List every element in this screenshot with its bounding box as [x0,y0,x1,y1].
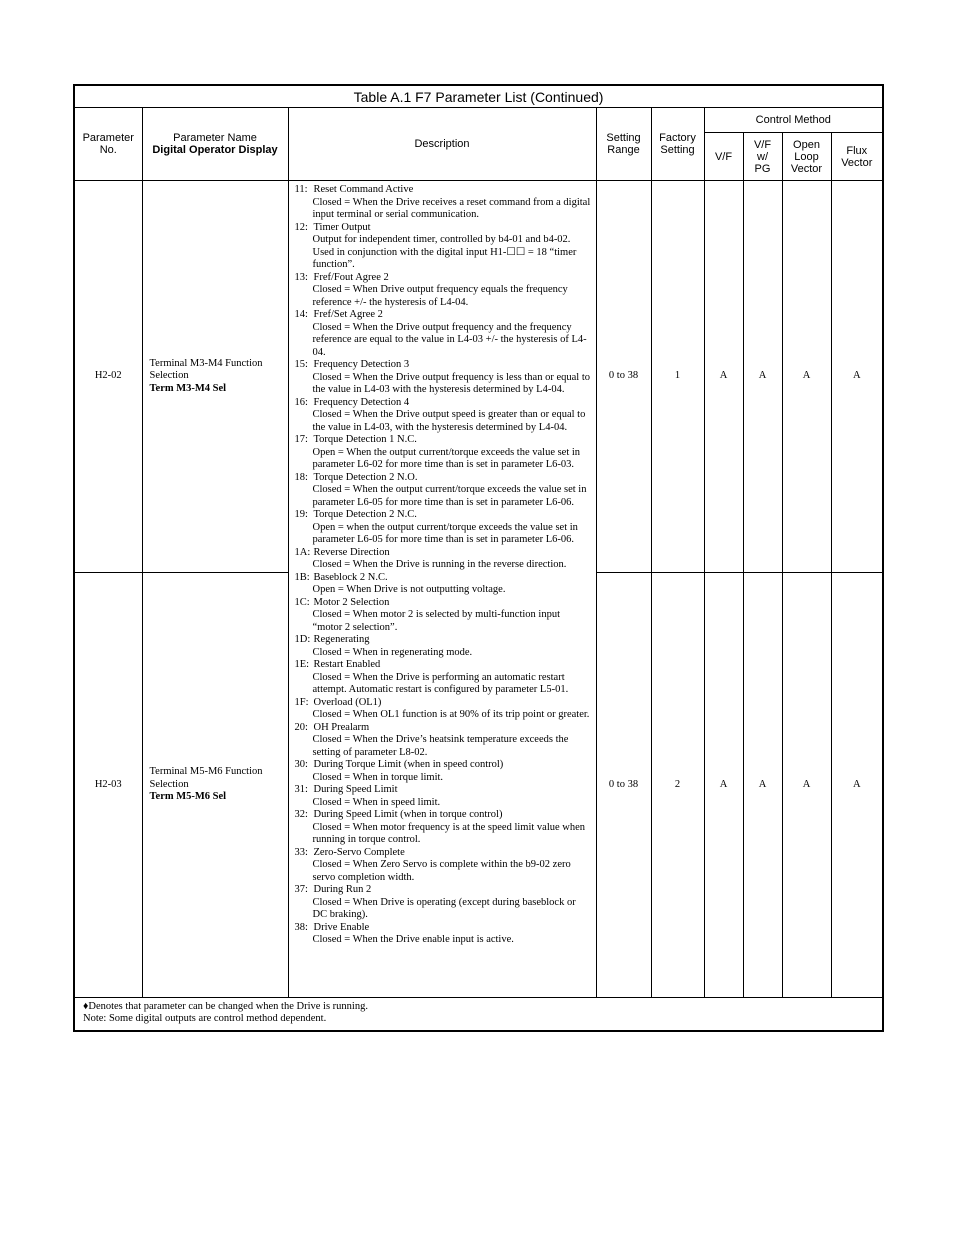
header-setting-range [596,108,651,181]
header-param-name-label: Parameter Name [173,132,257,144]
function-code: 1C: [294,596,310,608]
function-code: 19: [294,509,308,520]
function-description: Closed = When Drive is operating (except during baseblock or DC braking). [312,896,576,920]
vf-pg-cell: A [743,181,782,573]
function-label: During Speed Limit (when in torque control) [313,809,503,820]
header-factory-setting [651,108,704,181]
function-description: Open = When Drive is not outputting voltage. [312,584,506,595]
function-description: Open = When the output current/torque exceeds the value set in parameter L6-02 for more time than is set in parameter L6-03. [312,446,581,470]
function-code: 1B: [294,571,310,583]
description-item [295,509,592,547]
function-description: Closed = When in speed limit. [312,796,441,808]
function-label: OH Prealarm [313,721,370,733]
function-label: Zero-Servo Complete [313,846,405,858]
function-code: 37: [294,884,308,895]
function-description: Closed = When the Drive enable input is active. [312,934,514,945]
description-item [295,359,592,397]
function-description: Closed = When motor frequency is at the speed limit value when running in torque control. [312,821,586,845]
vf-pg-cell: A [743,573,782,998]
header-flux-vector [831,133,883,181]
function-label: Frequency Detection 3 [313,359,410,370]
function-description: Closed = When Zero Servo is complete within the b9-02 zero servo completion width. [312,859,571,883]
parameter-table [73,84,884,1032]
table-footnotes [74,998,883,1032]
function-label: During Torque Limit (when in speed control) [313,759,504,770]
function-code: 20: [294,721,308,733]
open-loop-cell: A [782,181,831,573]
function-label: Motor 2 Selection [313,596,390,608]
function-code: 12: [294,221,308,233]
header-open-loop-vector [782,133,831,181]
function-label: Drive Enable [313,921,370,933]
vf-cell: A [704,573,743,998]
footnote-control-method: Note: Some digital outputs are control method dependent. [83,1013,327,1024]
param-display: Term M5-M6 Sel [149,791,227,803]
description-item [295,572,592,597]
function-code: 1A: [294,546,311,558]
description-item [295,884,592,922]
description-item [295,847,592,885]
function-code: 30: [294,759,308,770]
setting-range-cell: 0 to 38 [596,181,651,573]
param-name: Terminal M3-M4 Function Selection [149,357,263,382]
function-description: Closed = When OL1 function is at 90% of its trip point or greater. [312,709,590,720]
header-description: Description [288,108,596,181]
function-label: During Run 2 [313,884,372,895]
function-label: Restart Enabled [313,659,381,670]
function-code: 17: [294,434,308,445]
function-label: Regenerating [313,634,370,645]
function-code: 14: [294,309,308,320]
header-control-method: Control Method [704,108,883,133]
function-description: Closed = When the Drive output speed is greater than or equal to the value in L4-03, with the hysteresis determined by L4-04. [312,409,586,433]
factory-setting-cell: 2 [651,573,704,998]
vf-cell: A [704,181,743,573]
function-code: 1D: [294,634,311,645]
header-flux-text: Flux Vector [841,144,873,169]
description-item [295,222,592,272]
flux-cell: A [831,573,883,998]
description-item [295,659,592,697]
description-item [295,809,592,847]
function-description: Closed = When motor 2 is selected by multi-function input “motor 2 selection”. [312,609,560,633]
description-item [295,309,592,359]
function-label: Frequency Detection 4 [313,396,410,408]
function-description: Closed = When the Drive is running in the reverse direction. [312,559,567,570]
function-description: Closed = When the Drive’s heatsink temperature exceeds the setting of parameter L8-02. [312,734,569,758]
function-description: Closed = When the Drive output frequency is less than or equal to the value in L4-03 with the hysteresis determined by L4-04. [312,371,590,395]
function-code: 32: [294,809,308,820]
factory-setting-cell: 1 [651,181,704,573]
description-item [295,472,592,510]
setting-range-cell: 0 to 38 [596,573,651,998]
function-label: Reverse Direction [313,546,390,558]
function-description: Closed = When Drive output frequency equals the frequency reference +/- the hysteresis of L4-04. [312,284,568,308]
function-label: Fref/Fout Agree 2 [313,271,389,283]
header-param-no: Parameter No. [74,108,142,181]
description-item [295,697,592,722]
function-code: 1F: [294,696,309,708]
header-open-loop-text: Open Loop Vector [790,138,823,175]
function-code: 33: [294,846,308,858]
description-cell [288,181,596,998]
param-name-cell [142,181,288,573]
header-vf-pg [743,133,782,181]
function-code: 16: [294,396,308,408]
param-display: Term M3-M4 Sel [149,382,227,394]
function-description: Closed = When in torque limit. [312,771,444,783]
open-loop-cell: A [782,573,831,998]
function-description: Closed = When the Drive is performing an automatic restart attempt. Automatic restart is configured by parameter L5-01. [312,671,569,695]
function-label: Reset Command Active [313,184,414,195]
description-item [295,722,592,760]
function-description: Open = when the output current/torque exceeds the value set in parameter L6-05 for more time than is set in parameter L6-06. [312,521,578,545]
function-label: Fref/Set Agree 2 [313,309,383,320]
function-description: Closed = When the output current/torque exceeds the value set in parameter L6-05 for more time than is set in parameter L6-06. [312,484,587,508]
header-vf-pg-text: V/F w/ PG [753,138,772,175]
function-label: Overload (OL1) [313,696,382,708]
function-label: Torque Detection 2 N.C. [313,509,417,520]
table-title: Table A.1 F7 Parameter List (Continued) [74,85,883,108]
description-item [295,184,592,222]
header-vf: V/F [704,133,743,181]
function-label: Torque Detection 2 N.O. [313,471,418,483]
description-item [295,597,592,635]
param-name: Terminal M5-M6 Function Selection [149,766,263,790]
function-label: Timer Output [313,221,371,233]
footnote-running-change: ♦Denotes that parameter can be changed when the Drive is running. [83,1001,368,1012]
flux-cell: A [831,181,883,573]
param-no-cell: H2-02 [74,181,142,573]
function-code: 1E: [294,659,310,670]
param-no-cell: H2-03 [74,573,142,998]
description-item [295,272,592,310]
function-label: Torque Detection 1 N.C. [313,434,417,445]
function-code: 11: [294,184,308,195]
param-name-cell [142,573,288,998]
header-param-name [142,108,288,181]
function-code: 15: [294,359,308,370]
function-description: Closed = When the Drive output frequency and the frequency reference are equal to the value in L4-03 +/- the hysteresis of L4-04. [312,321,587,358]
description-item [295,784,592,809]
description-item [295,547,592,572]
header-digital-operator-display: Digital Operator Display [152,144,278,156]
function-code: 38: [294,921,308,933]
header-factory-setting-text: Factory Setting [659,132,696,156]
function-description: Closed = When in regenerating mode. [312,646,473,658]
description-item [295,759,592,784]
function-code: 31: [294,784,308,795]
description-item [295,922,592,947]
function-code: 18: [294,471,308,483]
function-label: During Speed Limit [313,784,398,795]
description-item [295,397,592,435]
function-code: 13: [294,271,308,283]
function-label: Baseblock 2 N.C. [313,571,388,583]
function-description: Output for independent timer, controlled by b4-01 and b4-02. Used in conjunction with the digital input H1-☐☐ = 18 “timer function”. [312,234,577,270]
description-item [295,634,592,659]
function-description: Closed = When the Drive receives a reset command from a digital input terminal or serial communication. [312,196,591,220]
header-setting-range-text: Setting Range [606,132,641,156]
description-item [295,434,592,472]
table-row [74,181,883,573]
